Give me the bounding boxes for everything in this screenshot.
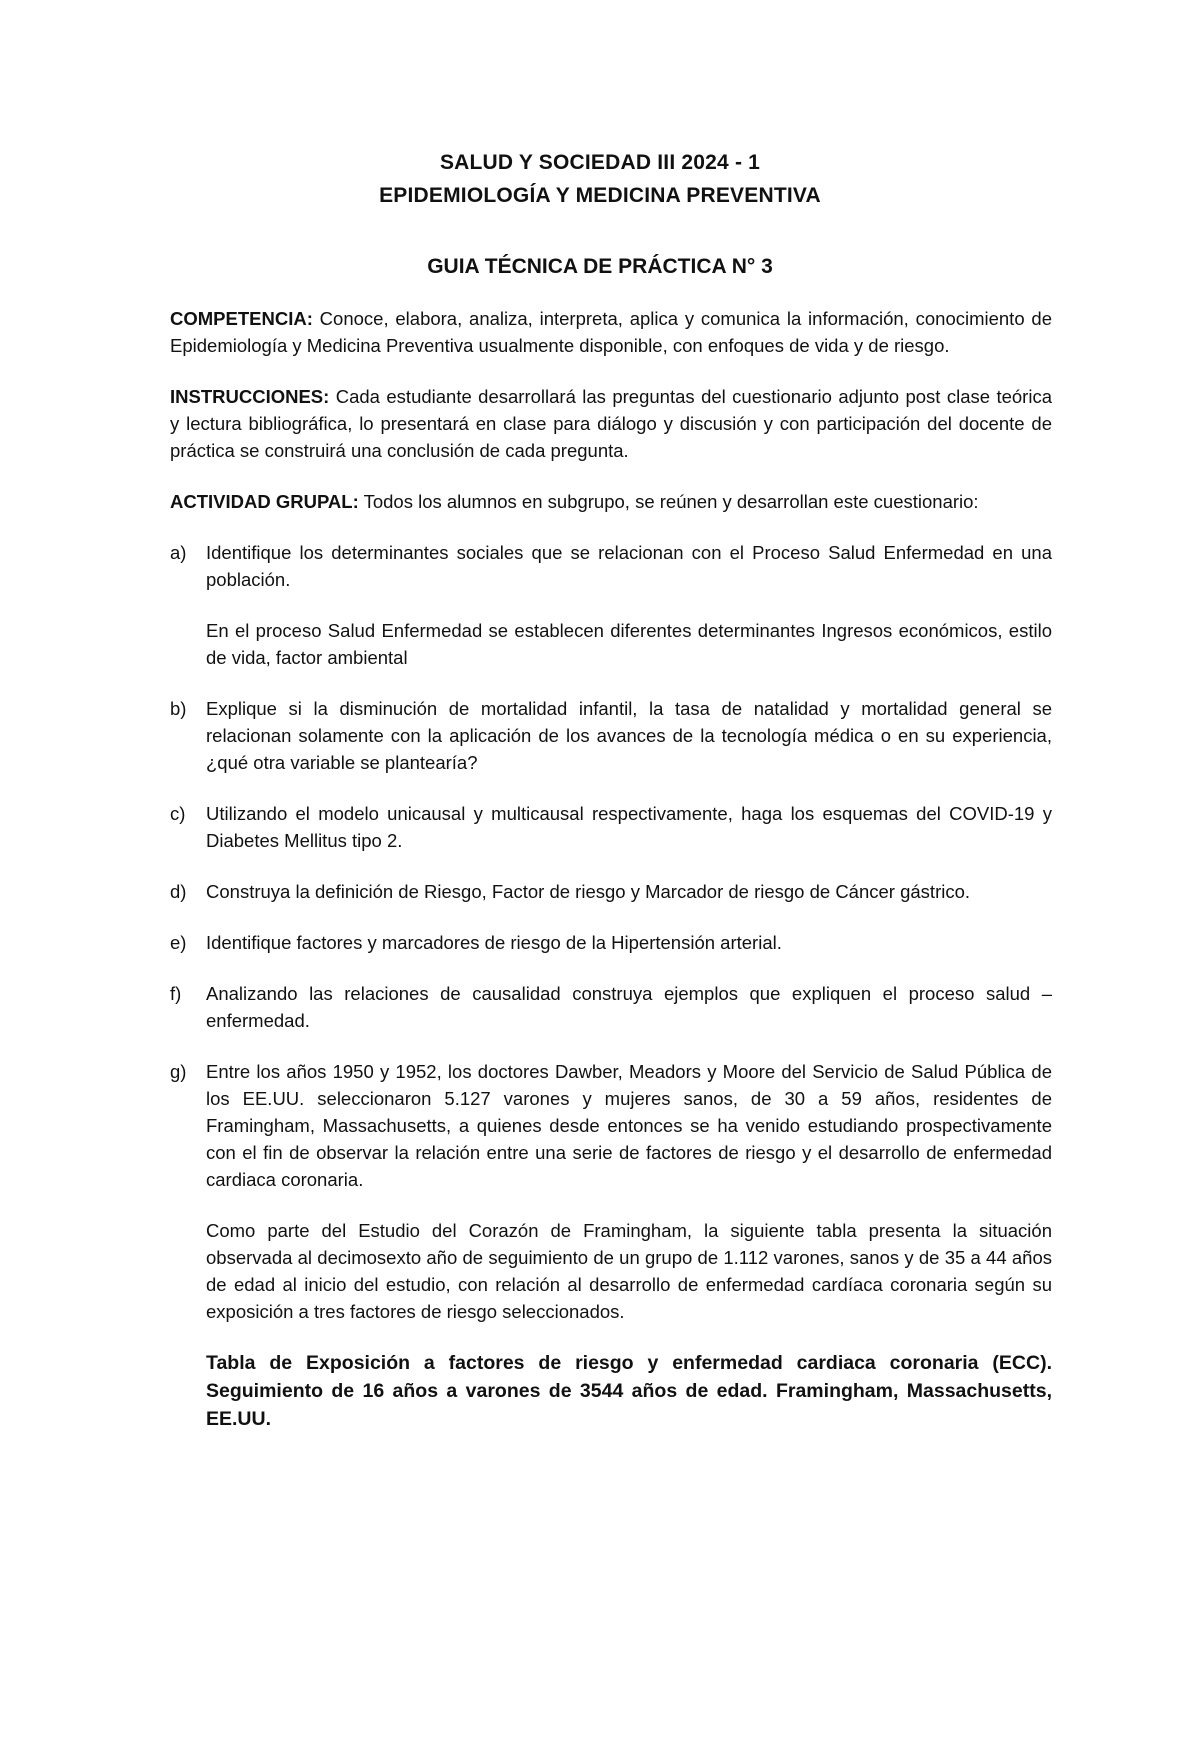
question-text: Construya la definición de Riesgo, Factor de riesgo y Marcador de riesgo de Cáncer gástrico.: [206, 881, 971, 902]
competencia-label: COMPETENCIA:: [170, 308, 313, 329]
question-text: Entre los años 1950 y 1952, los doctores Dawber, Meadors y Moore del Servicio de Salud Pública de los EE.UU. seleccionaron 5.127 varones y mujeres sanos, de 30 a 59 años, residentes de Framingham, Massachusetts, a quienes desde entonces se ha venido estudiando prospectivamente con el fin de observar la relación entre una serie de factores de riesgo y el desarrollo de enfermedad cardiaca coronaria.: [206, 1061, 1052, 1190]
course-title: SALUD Y SOCIEDAD III 2024 - 1: [439, 151, 761, 174]
question-item: [170, 1058, 1052, 1433]
course-subtitle: EPIDEMIOLOGÍA Y MEDICINA PREVENTIVA: [379, 184, 821, 207]
question-item: [170, 695, 1052, 776]
question-text: Identifique los determinantes sociales que se relacionan con el Proceso Salud Enfermedad en una población.: [206, 542, 1052, 590]
question-letter: a): [170, 542, 187, 563]
question-letter: d): [170, 881, 187, 902]
question-letter: c): [170, 803, 186, 824]
question-list: [170, 539, 1052, 1433]
instrucciones-label: INSTRUCCIONES:: [170, 386, 330, 407]
question-letter: f): [170, 983, 182, 1004]
question-text: Identifique factores y marcadores de riesgo de la Hipertensión arterial.: [206, 932, 782, 953]
guide-title: GUIA TÉCNICA DE PRÁCTICA N° 3: [427, 255, 773, 278]
question-letter: g): [170, 1061, 187, 1082]
competencia-paragraph: [170, 305, 1052, 359]
question-answer: En el proceso Salud Enfermedad se establecen diferentes determinantes Ingresos económicos, estilo de vida, factor ambiental: [206, 620, 1052, 668]
document-body: [170, 305, 1052, 1457]
actividad-paragraph: [170, 488, 1052, 515]
instrucciones-text: Cada estudiante desarrollará las preguntas del cuestionario adjunto post clase teórica y lectura bibliográfica, lo presentará en clase para diálogo y discusión y con participación del docente de práctica se construirá una conclusión de cada pregunta.: [170, 386, 1052, 461]
question-item: [170, 878, 1052, 905]
question-context-paragraph: Como parte del Estudio del Corazón de Framingham, la siguiente tabla presenta la situación observada al decimosexto año de seguimiento de un grupo de 1.112 varones, sanos y de 35 a 44 años de edad al inicio del estudio, con relación al desarrollo de enfermedad cardíaca coronaria según su exposición a tres factores de riesgo seleccionados.: [206, 1220, 1052, 1322]
document-header: [0, 146, 1200, 212]
question-item: [170, 929, 1052, 956]
actividad-text: Todos los alumnos en subgrupo, se reúnen y desarrollan este cuestionario:: [358, 491, 979, 512]
question-item: [170, 539, 1052, 671]
competencia-text: Conoce, elabora, analiza, interpreta, aplica y comunica la información, conocimiento de Epidemiología y Medicina Preventiva usualmente disponible, con enfoques de vida y de riesgo.: [170, 308, 1052, 356]
table-caption: Tabla de Exposición a factores de riesgo y enfermedad cardiaca coronaria (ECC). Seguimiento de 16 años a varones de 3544 años de edad. Framingham, Massachusetts, EE.UU.: [206, 1352, 1052, 1430]
question-text: Analizando las relaciones de causalidad construya ejemplos que expliquen el proceso salud – enfermedad.: [206, 983, 1052, 1031]
question-letter: b): [170, 698, 187, 719]
instrucciones-paragraph: [170, 383, 1052, 464]
question-item: [170, 800, 1052, 854]
question-text: Utilizando el modelo unicausal y multicausal respectivamente, haga los esquemas del COVID-19 y Diabetes Mellitus tipo 2.: [206, 803, 1052, 851]
question-letter: e): [170, 932, 187, 953]
question-item: [170, 980, 1052, 1034]
actividad-label: ACTIVIDAD GRUPAL:: [170, 491, 359, 512]
question-text: Explique si la disminución de mortalidad infantil, la tasa de natalidad y mortalidad general se relacionan solamente con la aplicación de los avances de la tecnología médica o en su experiencia, ¿qué otra variable se plantearía?: [206, 698, 1052, 773]
